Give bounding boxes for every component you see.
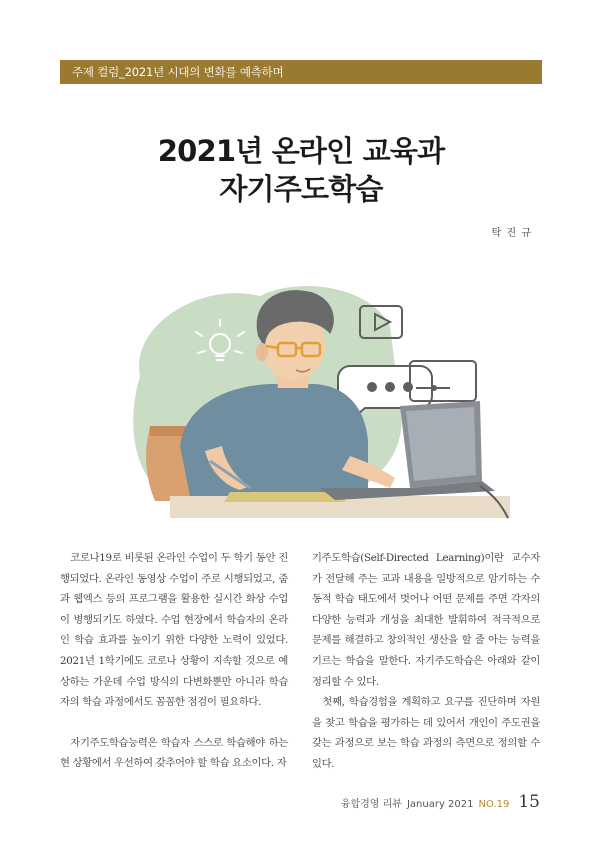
paragraph: 첫째, 학습경험을 계획하고 요구를 진단하며 자원을 찾고 학습을 평가하는 데 있어서 개인이 주도권을 갖는 과정으로 보는 학습 과정의 측면으로 정의할 수 있다.: [312, 696, 540, 770]
page-footer: [341, 792, 540, 812]
title-line-2: 자기주도학습: [219, 172, 383, 206]
paragraph: 기주도학습(Self-Directed Learning)이란 교수자가 전달해 주는 교과 내용을 일방적으로 암기하는 수동적 학습 태도에서 벗어나 어떤 문제를 주면 각자의 다양한 능력과 개성을 최대한 발휘하여 적극적으로 문제를 해결하고 창의적인 생산을 할 줄 아는 능력을 기르는 학습을 말한다. 자기주도학습은 아래와 같이 정리할 수 있다.: [312, 552, 540, 688]
article-title: [60, 132, 542, 208]
title-line-1: 2021년 온라인 교육과: [157, 134, 445, 168]
section-banner: [60, 60, 542, 84]
issue-date: January 2021: [406, 799, 474, 810]
issue-number: NO.19: [478, 799, 510, 810]
magazine-name: 융합경영 리뷰: [340, 799, 402, 810]
page-number: 15: [518, 792, 540, 812]
article-column-left: [60, 548, 288, 774]
paragraph: 자기주도학습능력은 학습자 스스로 학습해야 하는 현 상황에서 우선하여 갖추어야 할 학습 요소이다. 자: [60, 736, 288, 770]
paragraph: 코로나19로 비롯된 온라인 수업이 두 학기 동안 진행되었다. 온라인 동영상 수업이 주로 시행되었고, 줌과 웹엑스 등의 프로그램을 활용한 실시간 화상 수업이 병행되기도 하였다. 수업 현장에서 학습자의 온라인 학습 효과를 높이기 위한 다양한 노력이 있었다. 2021년 1학기에도 코로나 상황이 지속할 것으로 예상하는 가운데 수업 방식의 다변화뿐만 아니라 학습자의 학습 과정에서도 꼼꼼한 점검이 필요하다.: [60, 552, 288, 709]
section-label: 주제 컬럼_2021년 시대의 변화를 예측하며: [72, 65, 284, 79]
author-name: 탁 진 규: [491, 228, 532, 239]
student-laptop-illustration: [110, 256, 510, 526]
article-column-right: [312, 548, 540, 775]
